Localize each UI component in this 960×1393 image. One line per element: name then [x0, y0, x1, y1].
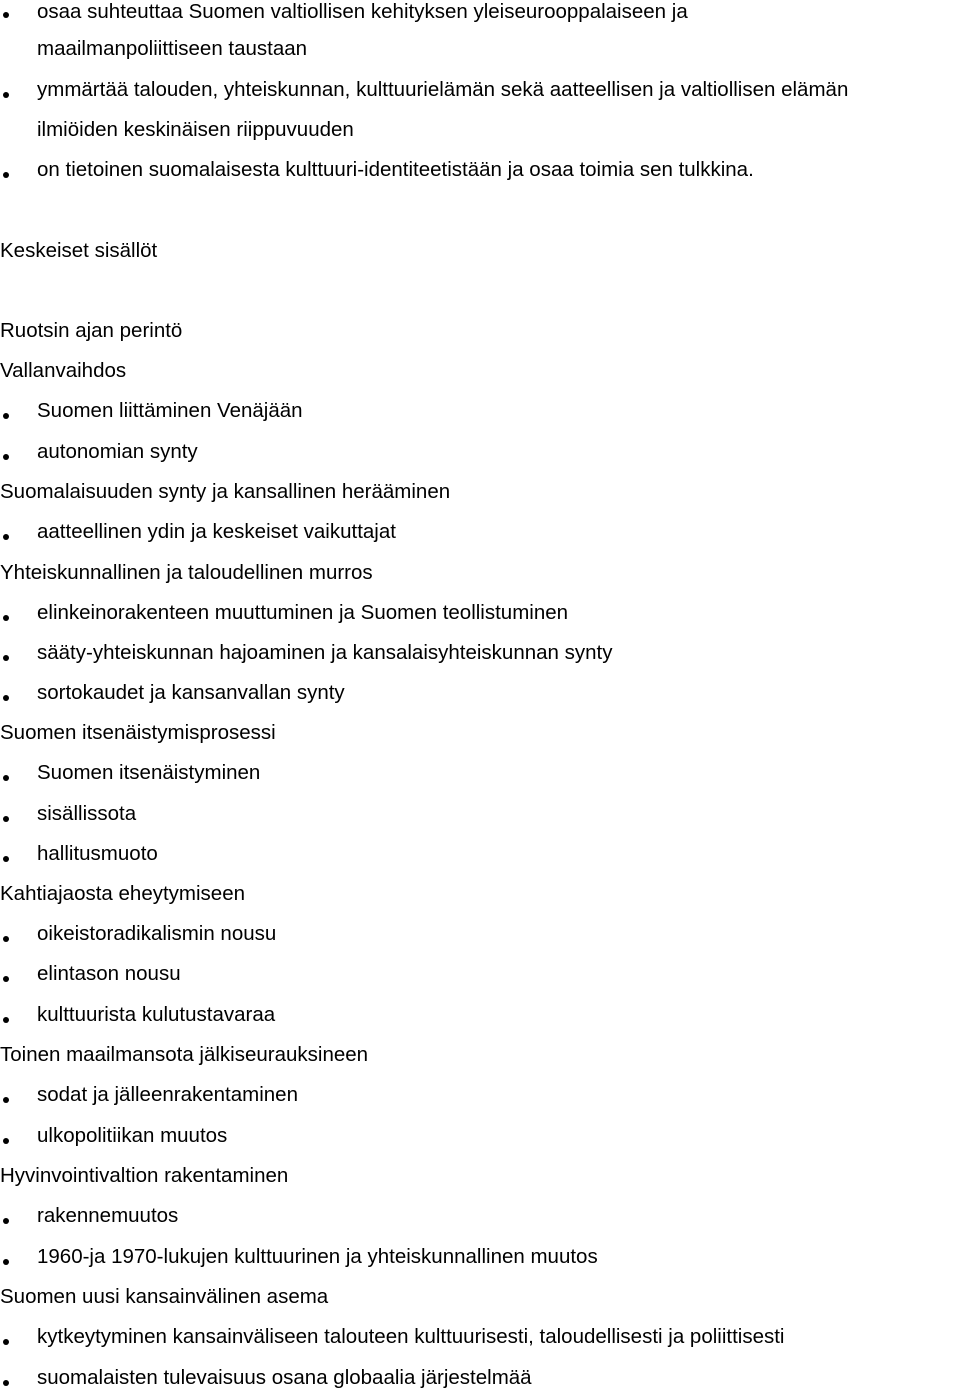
bullet-icon — [3, 172, 9, 178]
bullet-icon — [3, 454, 9, 460]
objective-text: osaa suhteuttaa Suomen valtiollisen kehityksen yleiseurooppalaiseen ja — [37, 0, 688, 23]
bullet-icon — [3, 936, 9, 942]
list-item: 1960-ja 1970-lukujen kulttuurinen ja yhteiskunnallinen muutos — [37, 1245, 598, 1268]
bullet-icon — [3, 413, 9, 419]
section-title: Keskeiset sisällöt — [0, 239, 158, 262]
list-item: sisällissota — [37, 802, 137, 825]
list-item: suomalaisten tulevaisuus osana globaalia järjestelmää — [37, 1366, 532, 1389]
bullet-icon — [3, 1017, 9, 1023]
bullet-icon — [3, 1097, 9, 1103]
list-item: kulttuurista kulutustavaraa — [37, 1003, 276, 1026]
list-item: sortokaudet ja kansanvallan synty — [37, 681, 345, 704]
bullet-icon — [3, 615, 9, 621]
list-item: Suomen liittäminen Venäjään — [37, 399, 303, 422]
list-item: ulkopolitiikan muutos — [37, 1124, 228, 1147]
topic-heading: Vallanvaihdos — [0, 359, 127, 382]
list-item: elinkeinorakenteen muuttuminen ja Suomen teollistuminen — [37, 601, 569, 624]
list-item: hallitusmuoto — [37, 842, 158, 865]
list-item: sääty-yhteiskunnan hajoaminen ja kansalaisyhteiskunnan synty — [37, 641, 613, 664]
topic-heading: Yhteiskunnallinen ja taloudellinen murros — [0, 561, 373, 584]
objective-text: ymmärtää talouden, yhteiskunnan, kulttuurielämän sekä aatteellisen ja valtiollisen elämän — [37, 78, 849, 101]
bullet-icon — [3, 1339, 9, 1345]
bullet-icon — [3, 856, 9, 862]
list-item: sodat ja jälleenrakentaminen — [37, 1083, 298, 1106]
topic-heading: Kahtiajaosta eheytymiseen — [0, 882, 246, 905]
bullet-icon — [3, 655, 9, 661]
bullet-icon — [3, 1138, 9, 1144]
bullet-icon — [3, 1218, 9, 1224]
list-item: rakennemuutos — [37, 1204, 179, 1227]
topic-heading: Suomalaisuuden synty ja kansallinen herääminen — [0, 480, 451, 503]
topic-heading: Toinen maailmansota jälkiseurauksineen — [0, 1043, 369, 1066]
bullet-icon — [3, 695, 9, 701]
topic-heading: Hyvinvointivaltion rakentaminen — [0, 1164, 289, 1187]
objective-text: maailmanpoliittiseen taustaan — [37, 37, 308, 60]
bullet-icon — [3, 1259, 9, 1265]
bullet-icon — [3, 1380, 9, 1386]
bullet-icon — [3, 92, 9, 98]
list-item: autonomian synty — [37, 440, 198, 463]
topic-heading: Suomen itsenäistymisprosessi — [0, 721, 276, 744]
objective-text: on tietoinen suomalaisesta kulttuuri-identiteetistään ja osaa toimia sen tulkkina. — [37, 158, 754, 181]
list-item: oikeistoradikalismin nousu — [37, 922, 277, 945]
objective-text: ilmiöiden keskinäisen riippuvuuden — [37, 118, 354, 141]
list-item: aatteellinen ydin ja keskeiset vaikuttajat — [37, 520, 396, 543]
bullet-icon — [3, 775, 9, 781]
list-item: Suomen itsenäistyminen — [37, 761, 261, 784]
list-item: elintason nousu — [37, 962, 181, 985]
topic-heading: Suomen uusi kansainvälinen asema — [0, 1285, 329, 1308]
topic-heading: Ruotsin ajan perintö — [0, 319, 183, 342]
bullet-icon — [3, 12, 9, 18]
bullet-icon — [3, 534, 9, 540]
bullet-icon — [3, 976, 9, 982]
list-item: kytkeytyminen kansainväliseen talouteen kulttuurisesti, taloudellisesti ja poliittisesti — [37, 1325, 785, 1348]
bullet-icon — [3, 816, 9, 822]
